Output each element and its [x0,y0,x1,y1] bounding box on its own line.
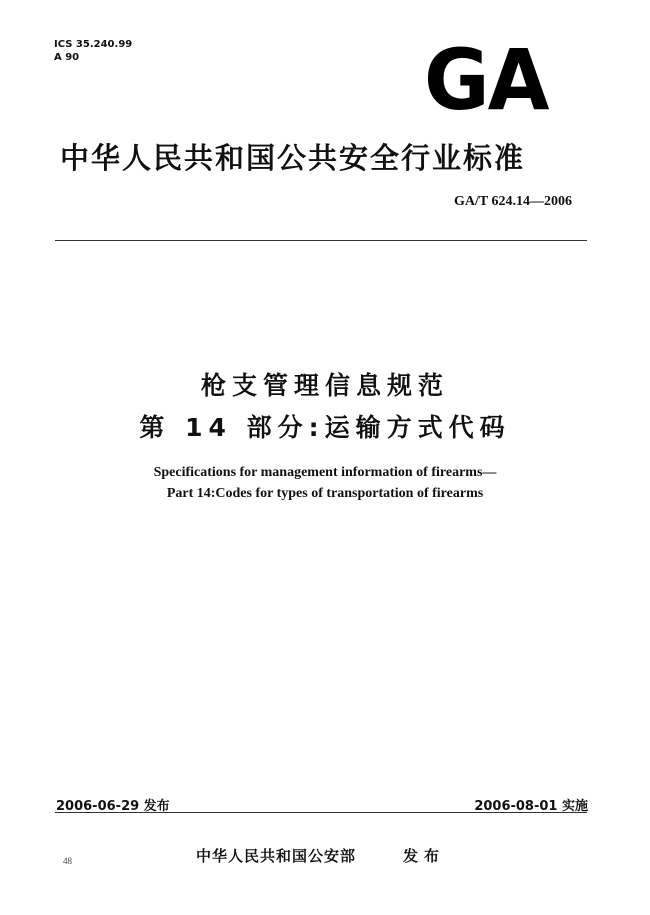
bottom-divider [55,812,587,813]
issue-date: 2006-06-29 发布 [56,799,170,814]
issuing-authority: 中华人民共和国公安部 [196,847,357,865]
ccs-code: A 90 [54,52,80,63]
page-number: 48 [63,856,72,866]
ics-code: ICS 35.240.99 [54,39,133,50]
publish-label: 发布 [403,847,446,865]
classification-codes [54,38,132,64]
document-title-en-line1: Specifications for management information of firearms— [153,465,497,480]
standard-code: GA/T 624.14—2006 [454,194,572,209]
ga-logo: GA [424,31,548,130]
document-title-en-line2: Part 14:Codes for types of transportation of firearms [166,486,484,501]
top-divider [55,240,587,241]
standard-category-title: 中华人民共和国公共安全行业标准 [60,141,526,175]
document-title-zh-line2: 第 14 部分:运输方式代码 [139,413,511,442]
implementation-date: 2006-08-01 实施 [474,799,588,814]
document-title-zh-line1: 枪支管理信息规范 [200,371,449,400]
